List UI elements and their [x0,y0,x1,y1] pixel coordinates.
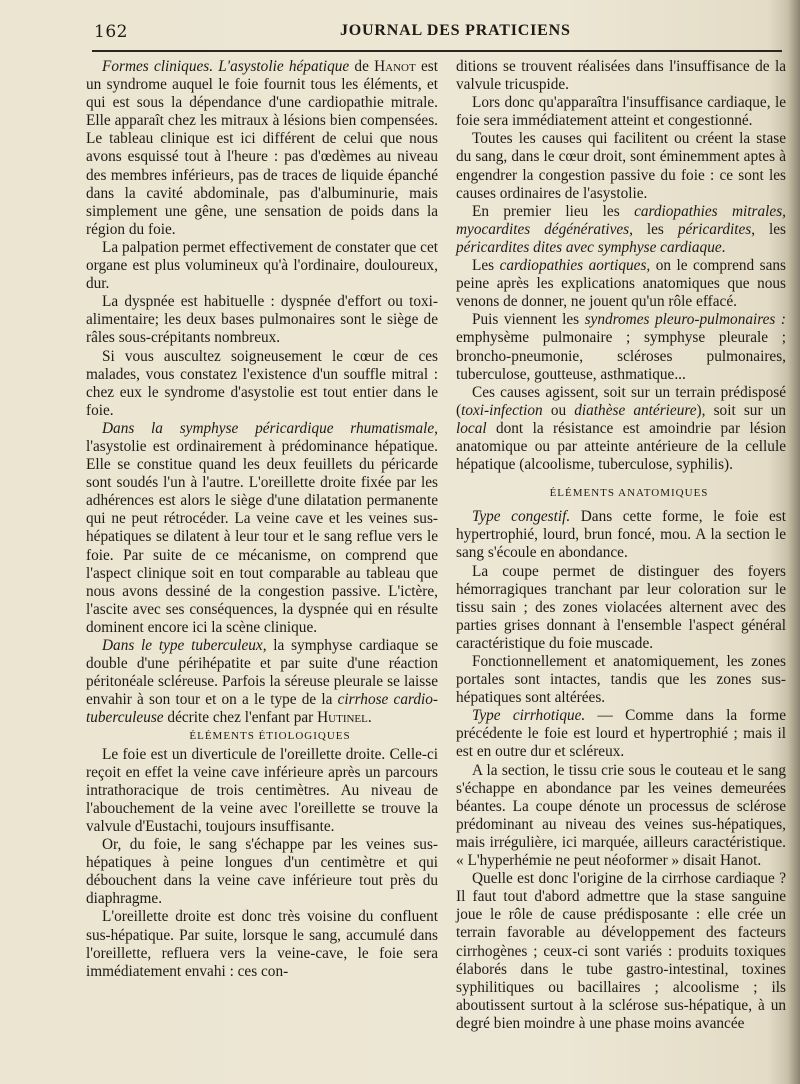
run: emphysème pulmonaire ; symphyse pleurale ; broncho-pneumonie, scléroses pulmonaires, tuberculose, goutteuse, asthmatique... [456,329,786,383]
paragraph: La palpation permet effectivement de constater que cet organe est plus volumineux qu'à l'ordinaire, douloureux, dur. [86,238,438,293]
run: l'asystolie est ordinairement à prédominance hépatique. Elle se constitue quand les deux feuillets du péricarde sont soudés l'un à l'autre. L'oreillette droite fixée par les adhérences est alors le siège d'une dilatation permanente qui ne peut rétrocéder. La veine cave et les veines sus-hépatiques se dilatent à leur tour et le sang reflue vers le foie. Par suite de ce mécanisme, on comprend que l'aspect clinique soit en tout comparable au tableau que nous avons dessiné de la congestion passive. L'ictère, l'ascite avec ses conséquences, la dyspnée qui en résulte dominent encore ici la scène clinique. [86,437,438,636]
paragraph [456,384,786,474]
run-italic: Dans la symphyse péricardique rhumatismale, [102,419,438,437]
paragraph [456,203,786,257]
run-italic: cardiopathies aortiques, [499,257,651,275]
section-heading-anatomiques: ÉLÉMENTS ANATOMIQUES [549,487,709,500]
paragraph [86,637,438,727]
paragraph [456,257,786,311]
paragraph: Quelle est donc l'origine de la cirrhose cardiaque ? Il faut tout d'abord admettre que la stase sanguine joue le rôle de cause prédisposante : elle crée un terrain favorable au développement des facteurs cirrhogènes ; ceux-ci sont variés : produits toxiques élaborés dans le tube gastro-intestinal, toxines syphilitiques ou bacillaires ; alcoolisme ; ils aboutissent surtout à la sclérose sus-hépatique, à un degré bien moindre à une phase moins avancée [456,870,786,1032]
run-italic: Formes cliniques. [102,58,214,75]
run-italic: toxi-infection [461,401,543,419]
run-italic: L'asystolie hépatique [218,58,350,75]
right-column [456,58,786,1033]
run-italic: Type congestif. [472,508,571,526]
run-italic: cirrhose cardio-tuberculeuse [86,691,438,727]
run: décrite chez l'enfant par [163,709,318,727]
running-title: JOURNAL DES PRATICIENS [340,22,571,39]
paragraph: Or, du foie, le sang s'échappe par les veines sus-hépatiques à peine longues d'un centimètre et qui débouchent dans la veine cave inférieure tout près du diaphragme. [86,836,438,908]
page-header [92,22,782,48]
run: Les [472,257,500,275]
run: . [721,238,726,256]
run: ), soit sur un [696,401,786,419]
page-gutter-shadow [788,0,800,1084]
paragraph [86,420,438,637]
paragraph [456,508,786,562]
paragraph: La coupe permet de distinguer des foyers hémorragiques tranchant par leur coloration sur le tissu sain ; des zones violacées alternent avec des parties grises donnant à l'ensemble l'aspect général caractéristique du foie muscade. [456,562,786,652]
run-italic: Type cirrhotique. [472,707,586,725]
paragraph: A la section, le tissu crie sous le couteau et le sang s'échappe en abondance par les veines demeurées béantes. La coupe dénote un processus de sclérose prédominant au niveau des veines sus-hépatiques, mais irrégulière, ici marquée, ailleurs caractéristique. « L'hyperhémie ne peut néoformer » disait Hanot. [456,761,786,870]
run: est un syndrome auquel le foie fournit tous les éléments, et qui est sous la dépendance d'une cardiopathie mitrale. Elle apparaît chez les mitraux à lésions bien compensées. Le tableau clinique est ici différent de celui que nous avons esquissé tout à l'heure : pas d'œdèmes au niveau des membres inférieurs, pas de traces de liquide épanché dans la cavité abdominale, pas d'albuminurie, mais simplement une gêne, une sensation de poids dans la région du foie. [86,58,438,238]
left-column [86,58,438,981]
author-name: Hanot [374,58,416,75]
run: on le comprend sans peine après les explications anatomiques que nous venons de donner, ne jouent qu'un rôle effacé. [456,257,786,311]
run-italic: péricardites dites avec symphyse cardiaque [456,238,722,256]
run: les [632,220,678,238]
paragraph: La dyspnée est habituelle : dyspnée d'effort ou toxi-alimentaire; les deux bases pulmonaires sont le siège de râles sous-crépitants nombreux. [86,293,438,347]
run: En premier lieu les [472,202,635,220]
run: — Comme dans la forme précédente le foie est lourd et hypertrophié ; mais il est en outre dur et scléreux. [456,707,786,761]
run: Ces causes agissent, soit sur un terrain prédisposé ( [456,383,786,419]
paragraph: Si vous auscultez soigneusement le cœur de ces malades, vous constatez l'existence d'un souffle mitral : chez eux le syndrome d'asystolie est tout entier dans le foie. [86,347,438,419]
run: Dans cette forme, le foie est hypertrophié, lourd, brun foncé, mou. A la section le sang s'écoule en abondance. [456,508,786,562]
run-italic: local [456,419,487,437]
run-italic: Dans le type tuberculeux, [102,637,267,654]
paragraph: L'oreillette droite est donc très voisine du confluent sus-hépatique. Par suite, lorsque le sang, accumulé dans l'oreillette, refluera vers la veine-cave, le foie sera immédiatement envahi : ces con- [86,908,438,980]
run: ou [542,401,575,419]
paragraph: Le foie est un diverticule de l'oreillette droite. Celle-ci reçoit en effet la veine cave inférieure après un parcours intrathoracique de trois centimètres. Au niveau de l'abouchement de la veine avec l'oreillette se trouve la valvule d'Eustachi, toujours insuffisante. [86,745,438,835]
run-italic: cardiopathies mitrales, myocardites dégénératives, [456,202,786,238]
paragraph: Toutes les causes qui facilitent ou créent la stase du sang, dans le cœur droit, sont éminemment aptes à engendrer la congestion passive du foie : ce sont les causes ordinaires de l'asystolie. [456,130,786,202]
run-italic: diathèse antérieure [574,401,697,419]
run: , les [751,220,786,238]
run: de [349,58,375,75]
run: la symphyse cardiaque se double d'une périhépatite et par suite d'une réaction péritonéale scléreuse. Parfois la séreuse pleurale se laisse envahir à son tour et on a le type de la [86,637,438,709]
header-rule [92,50,782,52]
run: . [367,709,372,727]
paragraph: Lors donc qu'apparaîtra l'insuffisance cardiaque, le foie sera immédiatement atteint et congestionné. [456,94,786,130]
run: dont la résistance est amoindrie par lésion anatomique ou par atteinte antérieure de la cellule hépatique (alcoolisme, tuberculose, syphilis). [456,419,786,474]
section-heading-etiologiques: ÉLÉMENTS ÉTIOLOGIQUES [189,730,351,743]
paragraph: Fonctionnellement et anatomiquement, les zones portales sont intactes, tandis que les zones sus-hépatiques sont altérées. [456,653,786,707]
page-number: 162 [94,22,128,42]
author-name: Hutinel [317,709,368,727]
paragraph: ditions se trouvent réalisées dans l'insuffisance de la valvule tricuspide. [456,58,786,94]
paragraph [86,58,438,239]
run-italic: syndromes pleuro-pulmonaires : [584,311,786,329]
paragraph [456,707,786,761]
paragraph [456,311,786,383]
run-italic: péricardites [677,220,752,238]
run: Puis viennent les [472,311,585,329]
